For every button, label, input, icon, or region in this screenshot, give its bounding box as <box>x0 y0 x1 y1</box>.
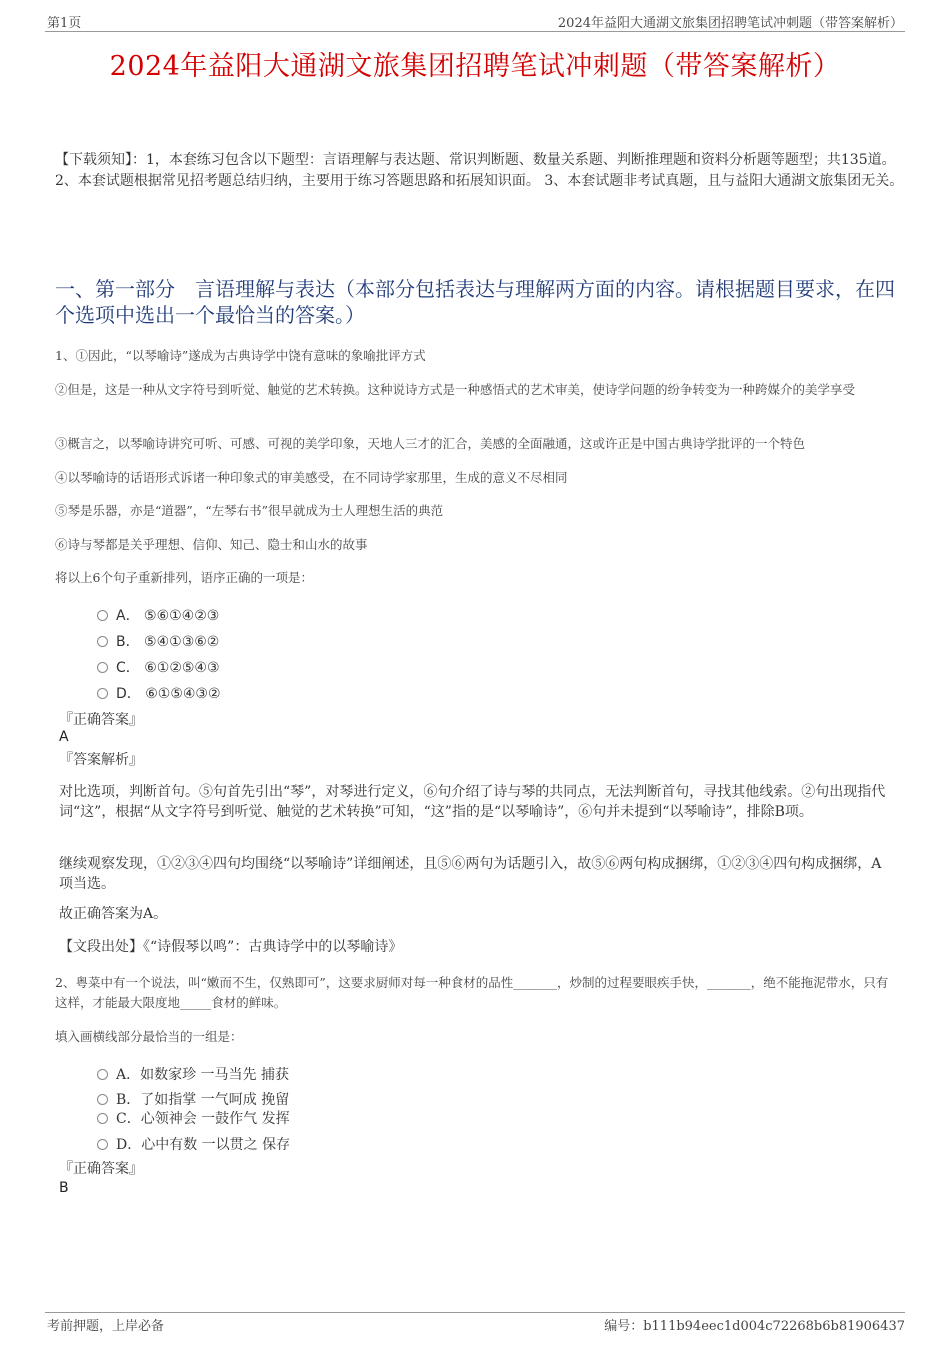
page-title: 2024年益阳大通湖文旅集团招聘笔试冲刺题（带答案解析） <box>109 51 841 82</box>
q1-sentence-5: ⑤琴是乐器，亦是“道器”，“左琴右书”很早就成为士人理想生活的典范 <box>55 503 444 518</box>
option-label: C．心领神会 一鼓作气 发挥 <box>116 1111 290 1127</box>
radio-button[interactable] <box>97 1113 108 1124</box>
option-label: A． ⑤⑥①④②③ <box>116 608 220 624</box>
q2-option-d[interactable] <box>97 1134 290 1154</box>
q1-option-c[interactable] <box>97 657 220 677</box>
q1-sentence-1: 1、①因此，“以琴喻诗”遂成为古典诗学中饶有意味的象喻批评方式 <box>55 348 426 363</box>
option-label: B． ⑤④①③⑥② <box>116 634 220 650</box>
header-page-number: 第1页 <box>47 16 82 31</box>
option-label: D． ⑥①⑤④③② <box>116 686 221 702</box>
radio-button[interactable] <box>97 636 108 647</box>
q1-option-a[interactable] <box>97 605 219 625</box>
radio-button[interactable] <box>97 688 108 699</box>
q1-sentence-3: ③概言之，以琴喻诗讲究可听、可感、可视的美学印象，天地人三才的汇合，美感的全面融通，这或许正是中国古典诗学批评的一个特色 <box>55 436 806 451</box>
q1-source: 【文段出处】《“诗假琴以鸣”：古典诗学中的以琴喻诗》 <box>59 939 403 955</box>
option-label: A．如数家珍 一马当先 捕获 <box>116 1067 290 1083</box>
radio-button[interactable] <box>97 662 108 673</box>
radio-button[interactable] <box>97 1069 108 1080</box>
q1-answer: A <box>59 729 69 745</box>
q1-sentence-2: ②但是，这是一种从文字符号到听觉、触觉的艺术转换。这种说诗方式是一种感悟式的艺术审美，使诗学问题的纷争转变为一种跨媒介的美学享受 <box>55 382 856 397</box>
q1-analysis-paragraph-2: 继续观察发现，①②③④四句均围绕“以琴喻诗”详细阐述，且⑤⑥两句为话题引入，故⑤⑥两句构成捆绑，①②③④四句构成捆绑，A项当选。 <box>59 856 882 892</box>
q2-answer: B <box>59 1180 69 1196</box>
q2-answer-label: 『正确答案』 <box>59 1161 143 1177</box>
section-heading: 一、第一部分 言语理解与表达（本部分包括表达与理解两方面的内容。请根据题目要求，在四个选项中选出一个最恰当的答案。） <box>55 277 895 327</box>
q2-option-b[interactable] <box>97 1089 289 1109</box>
radio-button[interactable] <box>97 610 108 621</box>
q2-option-c[interactable] <box>97 1108 290 1128</box>
q1-analysis-paragraph-3: 故正确答案为A。 <box>59 906 168 922</box>
q1-sentence-6: ⑥诗与琴都是关乎理想、信仰、知己、隐士和山水的故事 <box>55 537 368 552</box>
option-label: D．心中有数 一以贯之 保存 <box>116 1137 291 1153</box>
q1-option-d[interactable] <box>97 683 221 703</box>
q2-stem: 2、粤菜中有一个说法，叫“嫩而不生，仅熟即可”，这要求厨师对每一种食材的品性_______，炒制的过程要眼疾手快，_______，绝不能拖泥带水，只有这样，才能最大限度地_____食材的鲜味。 <box>55 975 889 1010</box>
footer-doc-id: 编号：b111b94eec1d004c72268b6b81906437 <box>604 1319 905 1334</box>
download-notice: 【下载须知】：1，本套练习包含以下题型：言语理解与表达题、常识判断题、数量关系题、判断推理题和资料分析题等题型；共135道。 2、本套试题根据常见招考题总结归纳，主要用于练习答题思路和拓展知识面。 3、本套试题非考试真题，且与益阳大通湖文旅集团无关。 <box>55 152 904 189</box>
footer-divider <box>45 1312 905 1313</box>
radio-button[interactable] <box>97 1094 108 1105</box>
q1-answer-label: 『正确答案』 <box>59 712 143 728</box>
radio-button[interactable] <box>97 1139 108 1150</box>
q1-prompt: 将以上6个句子重新排列，语序正确的一项是： <box>55 570 313 585</box>
q1-sentence-4: ④以琴喻诗的话语形式诉诸一种印象式的审美感受，在不同诗学家那里，生成的意义不尽相同 <box>55 470 568 485</box>
header-divider <box>45 31 905 32</box>
option-label: B．了如指掌 一气呵成 挽留 <box>116 1092 290 1108</box>
option-label: C． ⑥①②⑤④③ <box>116 660 220 676</box>
q2-prompt: 填入画横线部分最恰当的一组是： <box>55 1029 243 1044</box>
q1-option-b[interactable] <box>97 631 219 651</box>
footer-slogan: 考前押题，上岸必备 <box>47 1319 165 1334</box>
q1-analysis-label: 『答案解析』 <box>59 752 143 768</box>
q2-option-a[interactable] <box>97 1064 289 1084</box>
header-doc-title: 2024年益阳大通湖文旅集团招聘笔试冲刺题（带答案解析） <box>557 16 903 31</box>
q1-analysis-paragraph-1: 对比选项，判断首句。⑤句首先引出“琴”，对琴进行定义，⑥句介绍了诗与琴的共同点，无法判断首句，寻找其他线索。②句出现指代词“这”，根据“从文字符号到听觉、触觉的艺术转换”可知，“这”指的是“以琴喻诗”，⑥句并未提到“以琴喻诗”，排除B项。 <box>59 784 886 820</box>
